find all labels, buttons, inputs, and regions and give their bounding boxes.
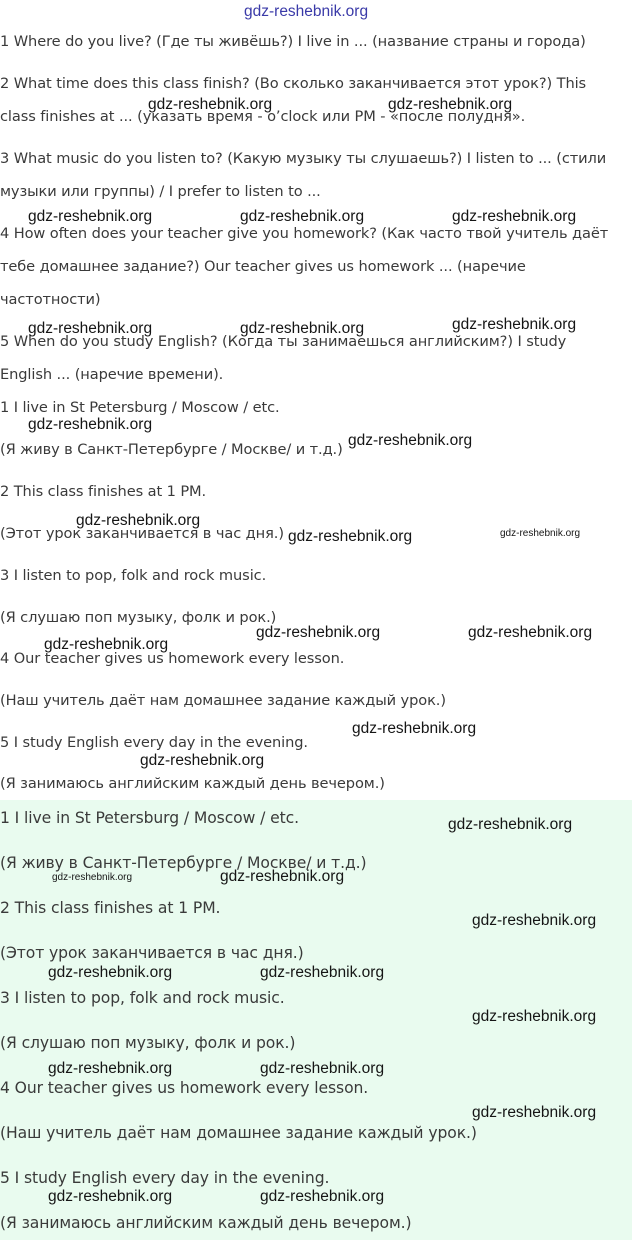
answer-4-translation: (Наш учитель даёт нам домашнее задание каждый урок.): [0, 692, 446, 709]
answer-4: 4 Our teacher gives us homework every lesson.: [0, 650, 345, 667]
answer-4-translation-repeat: (Наш учитель даёт нам домашнее задание каждый урок.): [0, 1124, 477, 1142]
answer-5: 5 I study English every day in the evening.: [0, 734, 308, 751]
question-2-line-2: class finishes at ... (указать время - o’clock или PM - «после полудня».: [0, 108, 526, 125]
answer-5-translation-repeat: (Я занимаюсь английским каждый день вечером.): [0, 1214, 412, 1232]
watermark-small: gdz-reshebnik.org: [500, 528, 581, 539]
watermark-top: gdz-reshebnik.org: [244, 3, 369, 20]
watermark: gdz-reshebnik.org: [28, 208, 153, 225]
watermark: gdz-reshebnik.org: [348, 432, 473, 449]
watermark: gdz-reshebnik.org: [240, 320, 365, 337]
watermark: gdz-reshebnik.org: [472, 1008, 597, 1025]
question-5-line-2: English ... (наречие времени).: [0, 366, 224, 383]
watermark: gdz-reshebnik.org: [28, 320, 153, 337]
question-4-line-1: 4 How often does your teacher give you homework? (Как часто твой учитель даёт: [0, 225, 609, 242]
answer-1-translation: (Я живу в Санкт-Петербурге / Москве/ и т.д.): [0, 441, 343, 458]
watermark: gdz-reshebnik.org: [48, 1060, 173, 1077]
watermark: gdz-reshebnik.org: [260, 1060, 385, 1077]
watermark: gdz-reshebnik.org: [448, 816, 573, 833]
answer-2-repeat: 2 This class finishes at 1 PM.: [0, 899, 221, 917]
watermark: gdz-reshebnik.org: [472, 1104, 597, 1121]
answer-1: 1 I live in St Petersburg / Moscow / etc.: [0, 399, 280, 416]
question-4-line-3: частотности): [0, 291, 101, 308]
answer-3-translation: (Я слушаю поп музыку, фолк и рок.): [0, 609, 277, 626]
watermark: gdz-reshebnik.org: [452, 316, 577, 333]
answer-3-translation-repeat: (Я слушаю поп музыку, фолк и рок.): [0, 1034, 296, 1052]
question-3-line-1: 3 What music do you listen to? (Какую музыку ты слушаешь?) I listen to ... (стили: [0, 150, 607, 167]
watermark: gdz-reshebnik.org: [48, 1188, 173, 1205]
watermark: gdz-reshebnik.org: [140, 752, 265, 769]
watermark: gdz-reshebnik.org: [452, 208, 577, 225]
watermark: gdz-reshebnik.org: [44, 636, 169, 653]
answer-2: 2 This class finishes at 1 PM.: [0, 483, 207, 500]
question-4-line-2: тебе домашнее задание?) Our teacher gives us homework ... (наречие: [0, 258, 526, 275]
question-5-line-1: 5 When do you study English? (Когда ты занимаешься английским?) I study: [0, 333, 567, 350]
watermark: gdz-reshebnik.org: [472, 912, 597, 929]
watermark: gdz-reshebnik.org: [260, 964, 385, 981]
answer-3: 3 I listen to pop, folk and rock music.: [0, 567, 267, 584]
watermark-small: gdz-reshebnik.org: [52, 872, 133, 883]
question-3-line-2: музыки или группы) / I prefer to listen to ...: [0, 183, 321, 200]
watermark: gdz-reshebnik.org: [468, 624, 593, 641]
watermark: gdz-reshebnik.org: [220, 868, 345, 885]
watermark: gdz-reshebnik.org: [28, 416, 153, 433]
watermark: gdz-reshebnik.org: [48, 964, 173, 981]
question-2-line-1: 2 What time does this class finish? (Во сколько заканчивается этот урок?) This: [0, 75, 587, 92]
answer-5-translation: (Я занимаюсь английским каждый день вечером.): [0, 775, 385, 792]
answer-3-repeat: 3 I listen to pop, folk and rock music.: [0, 989, 285, 1007]
watermark: gdz-reshebnik.org: [148, 96, 273, 113]
watermark: gdz-reshebnik.org: [388, 96, 513, 113]
watermark: gdz-reshebnik.org: [240, 208, 365, 225]
watermark: gdz-reshebnik.org: [260, 1188, 385, 1205]
answer-1-translation-repeat: (Я живу в Санкт-Петербурге / Москве/ и т.д.): [0, 854, 367, 872]
watermark: gdz-reshebnik.org: [76, 512, 201, 529]
question-1: 1 Where do you live? (Где ты живёшь?) I live in ... (название страны и города): [0, 33, 586, 50]
answer-2-translation-repeat: (Этот урок заканчивается в час дня.): [0, 944, 304, 962]
answer-4-repeat: 4 Our teacher gives us homework every lesson.: [0, 1079, 369, 1097]
watermark: gdz-reshebnik.org: [256, 624, 381, 641]
answer-5-repeat: 5 I study English every day in the evening.: [0, 1169, 330, 1187]
answer-1-repeat: 1 I live in St Petersburg / Moscow / etc.: [0, 809, 299, 827]
answer-2-translation: (Этот урок заканчивается в час дня.): [0, 525, 284, 542]
watermark: gdz-reshebnik.org: [352, 720, 477, 737]
watermark: gdz-reshebnik.org: [288, 528, 413, 545]
